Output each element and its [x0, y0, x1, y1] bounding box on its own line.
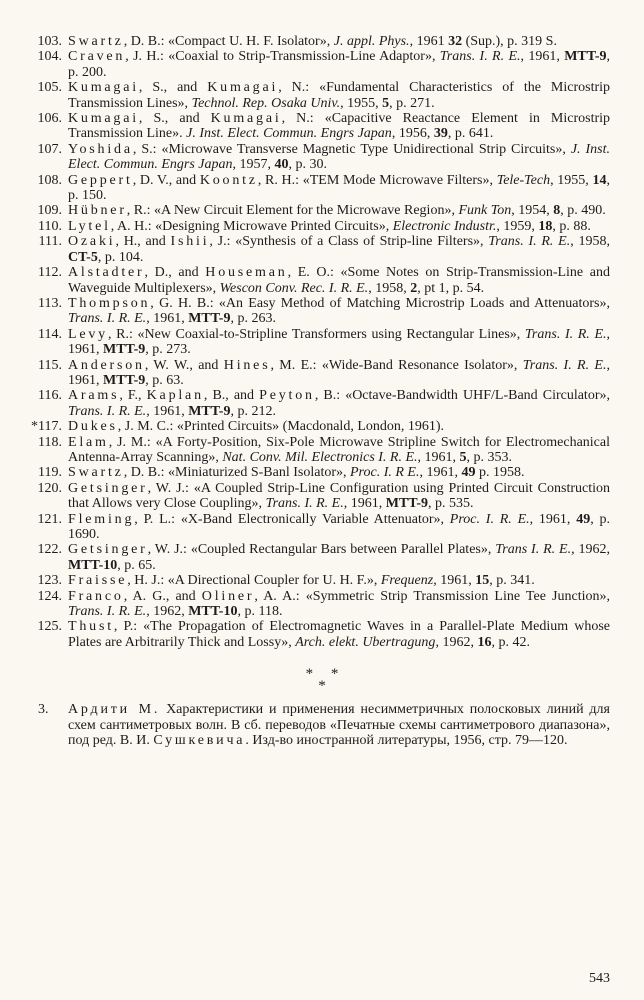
reference-entry: [22, 49, 610, 80]
text-segment: Fraisse: [68, 573, 128, 589]
text-segment: Proc. I. R. E.: [449, 511, 530, 527]
reference-number: 107.: [37, 141, 62, 157]
reference-number: 112.: [38, 265, 62, 281]
text-segment: , 1961,: [417, 449, 460, 465]
text-segment: Geppert: [68, 172, 133, 188]
text-segment: , J. H.: «Coaxial to Strip-Transmission-Line Adaptor»,: [125, 49, 440, 65]
text-segment: , J. M.: «A Forty-Position, Six-Pole Microwave Stripline Switch for Electromechanical Antenna-Array Scanning»,: [68, 434, 610, 465]
text-segment: , p. 63.: [145, 372, 184, 388]
reference-number: 105.: [37, 80, 62, 96]
text-segment: 14: [592, 172, 607, 188]
reference-text: [68, 234, 610, 265]
text-segment: 39: [433, 126, 448, 142]
text-segment: Oliner: [201, 588, 255, 604]
reference-number: 121.: [37, 511, 62, 527]
text-segment: Hübner: [68, 203, 127, 219]
reference-text: [68, 589, 610, 620]
text-segment: Houseman: [205, 265, 288, 281]
text-segment: , 1962,: [435, 634, 478, 650]
reference-entry: [22, 589, 610, 620]
text-segment: Trans. I. R. E.: [488, 234, 571, 250]
reference-entry: [22, 619, 610, 650]
text-segment: , pt 1, p. 54.: [417, 280, 485, 296]
text-segment: Dukes: [68, 419, 118, 435]
section-separator: [34, 666, 610, 695]
text-segment: p. 1958.: [475, 465, 525, 481]
text-segment: Характеристики и применения несимметричных полосковых линий для схем сантиметровых волн. В сб. переводов «Печатные схемы сантиметрового диапазона», под ред. В. И.: [68, 702, 610, 749]
text-segment: , 1958,: [570, 234, 610, 250]
reference-text: [68, 49, 610, 80]
text-segment: , P.: «The Propagation of Electromagnetic Waves in a Parallel-Plate Medium whose Plates are Arbitrarily Thick and Lossy»,: [68, 619, 610, 650]
text-segment: 5: [459, 449, 467, 465]
text-segment: , p. 271.: [389, 95, 435, 111]
text-segment: Craven: [68, 49, 126, 65]
text-segment: 49: [461, 465, 476, 481]
reference-text: [68, 219, 610, 234]
text-segment: , 1957,: [232, 157, 275, 173]
text-segment: , 1961,: [68, 326, 610, 358]
reference-list: [22, 34, 610, 650]
text-segment: Electronic Industr.: [392, 218, 497, 234]
text-segment: Ардити М.: [68, 702, 161, 718]
text-segment: , D. V., and: [132, 172, 200, 188]
text-segment: , N.: «Capacitive Reactance Element in Microstrip Transmission Line».: [68, 111, 611, 142]
addendum-text: [68, 702, 610, 748]
text-segment: 2: [410, 280, 418, 296]
page-number: 543: [589, 970, 610, 986]
text-segment: Getsinger: [68, 542, 148, 558]
text-segment: , 1958,: [368, 280, 411, 296]
text-segment: , p. 65.: [117, 557, 156, 573]
text-segment: 16: [477, 634, 492, 650]
reference-entry: [22, 142, 610, 173]
text-segment: Trans. I. R. E.: [524, 326, 607, 342]
reference-number: 111.: [38, 234, 62, 250]
reference-number: 123.: [37, 573, 62, 589]
text-segment: , D. B.: «Miniaturized S-Banl Isolator»,: [123, 465, 350, 481]
text-segment: , A. A.: «Symmetric Strip Transmission Line Tee Junction»,: [254, 588, 610, 604]
text-segment: , p. 104.: [97, 249, 144, 265]
text-segment: , 1961,: [520, 49, 565, 65]
separator-asterisks-top: * *: [305, 666, 339, 683]
text-segment: , N.: «Fundamental Characteristics of the Microstrip Transmission Lines»,: [68, 80, 611, 111]
text-segment: , p. 263.: [230, 311, 276, 327]
reference-text: [68, 435, 610, 466]
text-segment: , 1955,: [340, 95, 383, 111]
reference-text: [68, 296, 610, 327]
reference-number: 118.: [38, 434, 62, 450]
reference-number: 106.: [37, 111, 62, 127]
reference-text: [68, 111, 610, 142]
reference-text: [68, 358, 610, 389]
text-segment: Thompson: [68, 295, 151, 311]
reference-text: [68, 327, 610, 358]
text-segment: , R. H.: «TEM Mode Microwave Filters»,: [257, 172, 497, 188]
reference-entry: [22, 111, 610, 142]
text-segment: , A. H.: «Designing Microwave Printed Circuits»,: [110, 218, 393, 234]
text-segment: Elam: [68, 434, 109, 450]
reference-text: [68, 173, 610, 204]
reference-entry: [22, 481, 610, 512]
reference-text: [68, 80, 610, 111]
reference-number: 116.: [38, 388, 62, 404]
text-segment: , 1961,: [529, 511, 577, 527]
text-segment: MTT-9: [564, 49, 607, 65]
text-segment: Trans I. R. E.: [495, 542, 572, 558]
reference-entry: [22, 542, 610, 573]
text-segment: Swartz: [68, 34, 124, 49]
text-segment: , p. 490.: [560, 203, 606, 219]
reference-number: 115.: [38, 357, 62, 373]
text-segment: , B., and: [203, 388, 260, 404]
reference-entry: [22, 465, 610, 480]
reference-entry: [22, 419, 610, 434]
reference-number: 120.: [37, 480, 62, 496]
text-segment: Ishii: [170, 234, 210, 250]
separator-asterisk-bottom: *: [318, 678, 326, 695]
text-segment: 15: [475, 573, 490, 589]
text-segment: , 1955,: [550, 172, 593, 188]
text-segment: , M. E.: «Wide-Band Resonance Isolator»,: [270, 357, 523, 373]
text-segment: Kumagai: [210, 111, 282, 127]
reference-entry: [22, 34, 610, 49]
reference-number: 113.: [38, 295, 62, 311]
reference-entry: [22, 203, 610, 218]
text-segment: , A. G., and: [123, 588, 202, 604]
text-segment: J. Inst. Elect. Commun. Engrs Japan: [186, 126, 392, 142]
text-segment: , J. M. C.: «Printed Circuits» (Macdonald, London, 1961).: [117, 419, 445, 435]
text-segment: , 1961: [409, 34, 449, 49]
text-segment: Thust: [68, 619, 114, 635]
text-segment: , W. J.: «A Coupled Strip-Line Configuration using Printed Circuit Construction that Allows very Close Coupling»,: [68, 480, 610, 512]
text-segment: CT-5: [68, 249, 98, 265]
text-segment: , 1954,: [511, 203, 554, 219]
text-segment: J. appl. Phys.: [333, 34, 410, 49]
text-segment: Getsinger: [68, 480, 148, 496]
text-segment: Alstadter: [68, 265, 145, 281]
reference-text: [68, 142, 610, 173]
text-segment: , R.: «New Coaxial-to-Stripline Transformers using Rectangular Lines»,: [107, 326, 525, 342]
reference-text: [68, 619, 610, 650]
text-segment: Technol. Rep. Osaka Univ.: [191, 95, 341, 111]
reference-text: [68, 481, 610, 512]
text-segment: , p. 150.: [68, 172, 610, 204]
text-segment: Fleming: [68, 511, 135, 527]
text-segment: 18: [538, 218, 553, 234]
reference-text: [68, 203, 610, 218]
text-segment: Wescon Conv. Rec. I. R. E.: [219, 280, 369, 296]
text-segment: Kaplan: [146, 388, 204, 404]
text-segment: , W. W., and: [144, 357, 224, 373]
reference-text: [68, 419, 610, 434]
text-segment: , p. 273.: [145, 342, 191, 358]
text-segment: Hines: [223, 357, 271, 373]
reference-entry: [22, 234, 610, 265]
text-segment: , H. J.: «A Directional Coupler for U. H. F.»,: [127, 573, 381, 589]
text-segment: Kumagai: [68, 80, 139, 96]
text-segment: 49: [576, 511, 591, 527]
text-segment: , 1962,: [146, 604, 189, 620]
reference-text: [68, 388, 610, 419]
text-segment: Trans. I. R. E.: [522, 357, 607, 373]
text-segment: , p. 353.: [466, 449, 513, 465]
text-segment: , 1962,: [571, 542, 610, 558]
text-segment: , 1961,: [146, 311, 189, 327]
reference-entry: [22, 296, 610, 327]
text-segment: , 1961,: [68, 357, 610, 388]
text-segment: Yoshida: [68, 141, 133, 157]
text-segment: , W. J.: «Coupled Rectangular Bars between Parallel Plates»,: [147, 542, 496, 558]
reference-entry: [22, 80, 610, 111]
text-segment: 32: [448, 34, 463, 49]
text-segment: , p. 535.: [428, 496, 474, 512]
text-segment: MTT-9: [103, 372, 146, 388]
text-segment: , 1961,: [419, 465, 462, 481]
text-segment: , 1961,: [146, 403, 189, 419]
text-segment: , S.: «Microwave Transverse Magnetic Type Unidirectional Strip Circuits»,: [132, 141, 571, 157]
text-segment: , E. O.: «Some Notes on Strip-Transmission-Line and Waveguide Multiplexers»,: [68, 265, 610, 296]
text-segment: J. Inst. Elect. Commun. Engrs Japan: [68, 141, 611, 173]
text-segment: Lytel: [68, 218, 111, 234]
text-segment: Nat. Conv. Mil. Electronics I. R. E.: [222, 449, 418, 465]
text-segment: , D., and: [144, 265, 206, 281]
reference-text: [68, 265, 610, 296]
text-segment: Koontz: [199, 172, 258, 188]
text-segment: 8: [553, 203, 561, 219]
text-segment: Сушкевича: [153, 733, 246, 749]
reference-number: 119.: [38, 465, 62, 481]
text-segment: Levy: [68, 326, 108, 342]
text-segment: , p. 200.: [68, 49, 610, 80]
reference-entry: [22, 327, 610, 358]
text-segment: (Sup.), p. 319 S.: [462, 34, 557, 49]
text-segment: Anderson: [68, 357, 145, 373]
text-segment: MTT-9: [103, 342, 146, 358]
text-segment: MTT-10: [188, 604, 238, 620]
text-segment: Peyton: [259, 388, 315, 404]
text-segment: , 1961,: [343, 496, 386, 512]
reference-number: *117.: [31, 419, 62, 435]
text-segment: , P. L.: «X-Band Electronically Variable Attenuator»,: [134, 511, 450, 527]
text-segment: Trans. I. R. E.: [68, 403, 147, 419]
reference-number: 104.: [37, 49, 62, 65]
text-segment: Funk Ton: [458, 203, 512, 219]
reference-entry: [22, 358, 610, 389]
text-segment: , S., and: [138, 80, 208, 96]
reference-entry: [22, 435, 610, 466]
reference-entry: [22, 512, 610, 543]
text-segment: MTT-9: [188, 403, 231, 419]
text-segment: Ozaki: [68, 234, 116, 250]
text-segment: Franco: [68, 588, 124, 604]
text-segment: , R.: «A New Circuit Element for the Microwave Region»,: [126, 203, 459, 219]
text-segment: , 1956,: [391, 126, 434, 142]
reference-text: [68, 465, 610, 480]
addendum-entry: [22, 702, 610, 748]
reference-entry: [22, 219, 610, 234]
text-segment: MTT-9: [385, 496, 429, 512]
text-segment: . Изд-во иностранной литературы, 1956, стр. 79—120.: [245, 733, 568, 749]
reference-entry: [22, 573, 610, 588]
text-segment: Trans. I. R. E.: [265, 496, 344, 512]
reference-number: 110.: [38, 218, 62, 234]
reference-number: 125.: [37, 619, 62, 635]
text-segment: , p. 30.: [288, 157, 327, 173]
text-segment: Arams: [68, 388, 120, 404]
text-segment: , 1961,: [433, 573, 476, 589]
text-segment: , D. B.: «Compact U. H. F. Isolator»,: [123, 34, 334, 49]
text-segment: , J.: «Synthesis of a Class of Strip-line Filters»,: [209, 234, 489, 250]
reference-number: 124.: [37, 588, 62, 604]
text-segment: , p. 1690.: [68, 511, 610, 542]
text-segment: , p. 641.: [447, 126, 494, 142]
text-segment: , p. 42.: [491, 634, 530, 650]
reference-text: [68, 512, 610, 543]
text-segment: Kumagai: [207, 80, 279, 96]
text-segment: Arch. elekt. Ubertragung: [295, 634, 436, 650]
text-segment: , S., and: [138, 111, 211, 127]
text-segment: Trans. I. R. E.: [439, 49, 521, 65]
text-segment: Swartz: [68, 465, 124, 481]
reference-entry: [22, 265, 610, 296]
reference-number: 122.: [37, 542, 62, 558]
text-segment: , 1959,: [496, 218, 539, 234]
reference-number: 109.: [37, 203, 62, 219]
reference-text: [68, 34, 610, 49]
reference-text: [68, 542, 610, 573]
text-segment: MTT-10: [68, 557, 118, 573]
text-segment: , p. 341.: [489, 573, 535, 589]
text-segment: , p. 88.: [552, 218, 591, 234]
text-segment: , F.,: [119, 388, 147, 404]
text-segment: , G. H. B.: «An Easy Method of Matching Microstrip Loads and Attenuators»,: [150, 295, 610, 311]
text-segment: Kumagai: [68, 111, 139, 127]
text-segment: Trans. I. R. E.: [68, 604, 147, 620]
text-segment: Frequenz: [380, 573, 434, 589]
text-segment: Tele-Tech: [496, 172, 551, 188]
reference-text: [68, 573, 610, 588]
reference-number: 103.: [37, 34, 62, 49]
text-segment: , p. 118.: [237, 604, 283, 620]
text-segment: Trans. I. R. E.: [68, 311, 147, 327]
text-segment: , p. 212.: [230, 403, 276, 419]
text-segment: MTT-9: [188, 311, 231, 327]
text-segment: , B.: «Octave-Bandwidth UHF/L-Band Circulator»,: [314, 388, 610, 404]
addendum-number: 3.: [38, 702, 49, 718]
text-segment: Proc. I. R E.: [350, 465, 420, 481]
text-segment: 40: [274, 157, 289, 173]
reference-number: 108.: [37, 172, 62, 188]
text-segment: 5: [382, 95, 390, 111]
reference-number: 114.: [38, 326, 62, 342]
text-segment: , H., and: [115, 234, 171, 250]
reference-entry: [22, 388, 610, 419]
reference-entry: [22, 173, 610, 204]
